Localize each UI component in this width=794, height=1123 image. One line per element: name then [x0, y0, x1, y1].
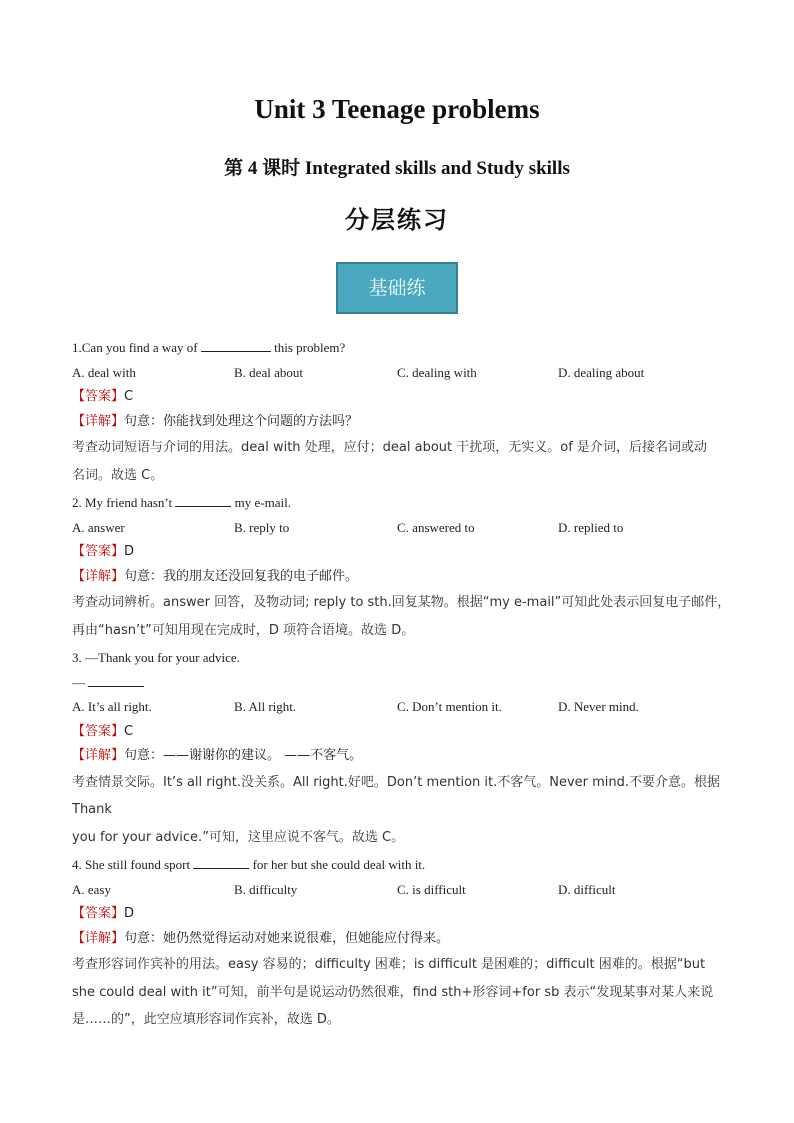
answer-line	[72, 385, 732, 410]
answer-line	[72, 540, 732, 565]
option-d: D. Never mind.	[558, 699, 639, 714]
option-b: B. deal about	[234, 364, 303, 380]
answer-value: C	[124, 723, 134, 739]
option-d: D. difficult	[558, 881, 616, 897]
stem-text: 1.Can you find a way of	[72, 340, 201, 355]
level-badge: 基础练	[336, 262, 458, 314]
answer-blank	[193, 855, 249, 869]
answer-tag: 【答案】	[72, 389, 125, 404]
dash-text: —	[72, 674, 89, 690]
explanation-line: 考查情景交际。It’s all right.没关系。All right.好吧。Don’t mention it.不客气。Never mind.不要介意。根据Thank	[72, 774, 721, 817]
detail-text: 句意：——谢谢你的建议。 ——不客气。	[124, 748, 363, 763]
explanation-line: 是……的”，此空应填形容词作宾补，故选 D。	[72, 1012, 340, 1027]
explanation-line: 考查动词辨析。answer 回答，及物动词; reply to sth.回复某物。根据“my e-mail”可知此处表示回复电子邮件，	[72, 595, 731, 610]
option-b: B. difficulty	[234, 881, 298, 897]
stem-text: 2. My friend hasn’t	[72, 495, 176, 510]
option-a: A. deal with	[72, 364, 136, 380]
explanation	[72, 434, 732, 489]
explanation-line: 考查动词短语与介词的用法。deal with 处理，应付；deal about 干扰项，无实义。of 是介词，后接名词或动	[72, 440, 707, 455]
detail-tag: 【详解】	[72, 568, 125, 584]
detail-text: 句意：她仍然觉得运动对她来说很难，但她能应付得来。	[124, 930, 450, 946]
option-c: C. dealing with	[397, 364, 477, 380]
answer-blank	[175, 493, 231, 507]
question-1	[72, 336, 732, 489]
option-c: C. is difficult	[397, 881, 466, 897]
detail-line	[72, 927, 732, 952]
option-d: D. replied to	[558, 519, 624, 535]
option-b: B. All right.	[234, 699, 297, 714]
answer-tag: 【答案】	[72, 906, 125, 921]
page-title: Unit 3 Teenage problems	[254, 94, 540, 124]
detail-text: 句意：你能找到处理这个问题的方法吗？	[124, 413, 359, 429]
explanation	[72, 589, 732, 644]
stem-text: this problem?	[270, 340, 346, 355]
answer-blank	[201, 338, 271, 352]
options-row	[72, 516, 732, 541]
explanation-line: 考查形容词作宾补的用法。easy 容易的；difficulty 困难；is difficult 是困难的；difficult 困难的。根据“but	[72, 957, 706, 972]
answer-line	[72, 902, 732, 927]
question-stem	[72, 646, 732, 671]
option-a: A. It’s all right.	[72, 699, 152, 714]
stem-text: 4. She still found sport	[72, 857, 194, 872]
options-row	[72, 361, 732, 386]
stem-text: 3. —Thank you for your advice.	[72, 650, 240, 665]
detail-tag: 【详解】	[72, 413, 125, 429]
section-heading: 分层练习	[345, 206, 449, 234]
options-row	[72, 695, 732, 720]
stem-text: for her but she could deal with it.	[249, 857, 426, 872]
detail-line	[72, 744, 732, 769]
question-list	[72, 336, 732, 1034]
question-2	[72, 491, 732, 644]
answer-value: D	[124, 906, 135, 921]
response-line	[72, 671, 732, 696]
explanation	[72, 769, 732, 852]
explanation-line: she could deal with it”可知，前半句是说运动仍然很难，find sth+形容词+for sb 表示“发现某事对某人来说	[72, 984, 714, 1000]
detail-tag: 【详解】	[72, 748, 125, 763]
question-4	[72, 853, 732, 1034]
question-stem	[72, 336, 732, 361]
question-stem	[72, 853, 732, 878]
explanation	[72, 951, 732, 1034]
answer-value: D	[124, 544, 135, 559]
options-row	[72, 878, 732, 903]
option-a: A. easy	[72, 881, 111, 897]
option-b: B. reply to	[234, 519, 290, 535]
detail-line	[72, 410, 732, 435]
question-stem	[72, 491, 732, 516]
explanation-line: 再由“hasn’t”可知用现在完成时，D 项符合语境。故选 D。	[72, 622, 415, 638]
detail-text: 句意：我的朋友还没回复我的电子邮件。	[124, 568, 359, 584]
explanation-line: you for your advice.”可知，这里应说不客气。故选 C。	[72, 829, 405, 845]
question-3	[72, 646, 732, 851]
answer-blank	[88, 673, 144, 687]
detail-tag: 【详解】	[72, 930, 125, 946]
option-d: D. dealing about	[558, 364, 645, 380]
answer-tag: 【答案】	[72, 723, 125, 739]
option-c: C. Don’t mention it.	[397, 699, 502, 714]
option-a: A. answer	[72, 519, 125, 535]
lesson-subtitle: 第 4 课时 Integrated skills and Study skills	[224, 158, 570, 179]
answer-tag: 【答案】	[72, 544, 125, 559]
stem-text: my e-mail.	[231, 495, 291, 510]
answer-line	[72, 720, 732, 745]
explanation-line: 名词。故选 C。	[72, 467, 164, 483]
option-c: C. answered to	[397, 519, 475, 535]
answer-value: C	[124, 389, 134, 404]
detail-line	[72, 565, 732, 590]
